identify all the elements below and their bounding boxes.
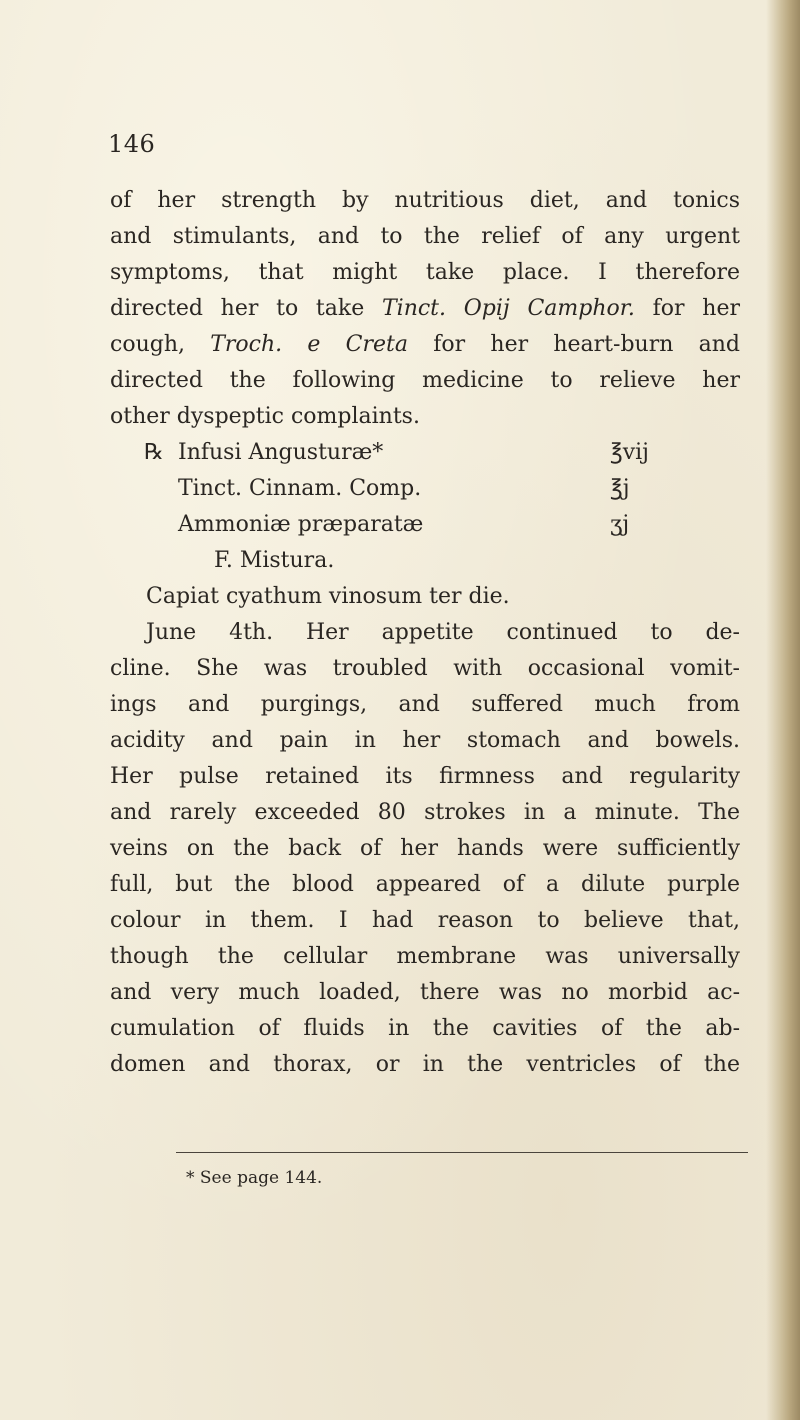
text-fragment: for her bbox=[634, 296, 740, 321]
text-line: symptoms, that might take place. I therefore bbox=[110, 260, 740, 285]
text-line: June 4th. Her appetite continued to de- bbox=[146, 620, 740, 645]
prescription-dose: ℥vij bbox=[610, 440, 649, 465]
text-line: colour in them. I had reason to believe that, bbox=[110, 908, 740, 933]
text-line: Her pulse retained its firmness and regularity bbox=[110, 764, 740, 789]
prescription-item: Tinct. Cinnam. Comp. bbox=[178, 476, 422, 501]
prescription-dose: ʒj bbox=[610, 512, 630, 537]
prescription-item: Infusi Angusturæ* bbox=[178, 440, 384, 465]
text-line: ings and purgings, and suffered much from bbox=[110, 692, 740, 717]
footnote: * See page 144. bbox=[186, 1168, 323, 1188]
text-fragment: for her heart-burn and bbox=[408, 332, 740, 357]
text-line: domen and thorax, or in the ventricles of the bbox=[110, 1052, 740, 1077]
text-line bbox=[110, 294, 740, 324]
text-line: of her strength by nutritious diet, and tonics bbox=[110, 188, 740, 213]
text-line: other dyspeptic complaints. bbox=[110, 404, 420, 429]
text-line: and rarely exceeded 80 strokes in a minute. The bbox=[110, 800, 740, 825]
text-line: directed the following medicine to relieve her bbox=[110, 368, 740, 393]
text-line: full, but the blood appeared of a dilute purple bbox=[110, 872, 740, 897]
text-line bbox=[110, 330, 740, 360]
text-line: veins on the back of her hands were sufficiently bbox=[110, 836, 740, 861]
prescription-mix: F. Mistura. bbox=[214, 548, 335, 573]
text-line: and stimulants, and to the relief of any urgent bbox=[110, 224, 740, 249]
italic-drug-name: Tinct. Opij Camphor. bbox=[381, 296, 635, 321]
text-fragment: cough, bbox=[110, 332, 211, 357]
prescription-item: Ammoniæ præparatæ bbox=[178, 512, 424, 537]
text-line: Capiat cyathum vinosum ter die. bbox=[146, 584, 510, 609]
page-number: 146 bbox=[108, 130, 156, 158]
text-line: cumulation of fluids in the cavities of the ab- bbox=[110, 1016, 740, 1041]
text-fragment: directed her to take bbox=[110, 296, 382, 321]
page-edge-shadow bbox=[766, 0, 800, 1420]
italic-drug-name: Troch. e Creta bbox=[210, 332, 408, 357]
prescription-dose: ℥j bbox=[610, 476, 630, 501]
text-line: acidity and pain in her stomach and bowels. bbox=[110, 728, 740, 753]
text-line: though the cellular membrane was universally bbox=[110, 944, 740, 969]
footnote-divider bbox=[176, 1152, 748, 1153]
recipe-symbol: ℞ bbox=[144, 440, 164, 465]
text-line: cline. She was troubled with occasional vomit- bbox=[110, 656, 740, 681]
text-line: and very much loaded, there was no morbid ac- bbox=[110, 980, 740, 1005]
